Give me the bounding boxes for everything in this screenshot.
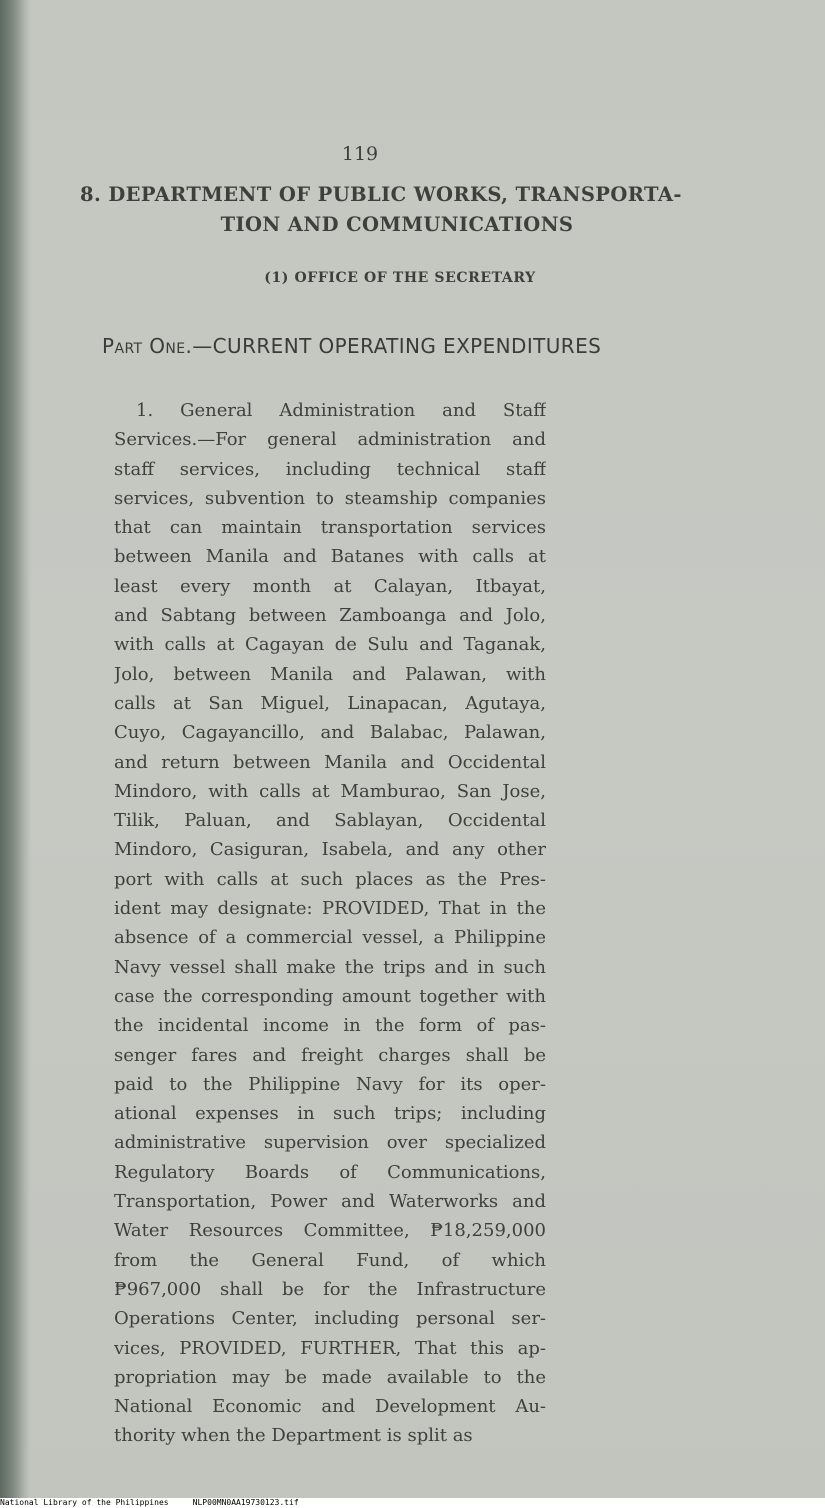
scan-footer	[0, 1498, 825, 1508]
footer-library: National Library of the Philippines	[0, 1498, 169, 1507]
body-line: Mindoro, with calls at Mamburao, San Jose,	[114, 780, 546, 802]
body-line: between Manila and Batanes with calls at	[114, 546, 546, 568]
body-line: Jolo, between Manila and Palawan, with	[114, 663, 546, 685]
body-line: and Sabtang between Zamboanga and Jolo,	[114, 605, 546, 627]
body-line: Operations Center, including personal ser-	[114, 1308, 546, 1330]
body-line: ational expenses in such trips; including	[114, 1103, 546, 1125]
footer-file-id: NLP00MN0AA19730123.tif	[192, 1498, 299, 1507]
body-line: propriation may be made available to the	[114, 1366, 546, 1388]
body-line: case the corresponding amount together with	[114, 985, 546, 1007]
body-line: and return between Manila and Occidental	[114, 751, 546, 773]
body-line: Water Resources Committee, ₱18,259,000	[114, 1220, 546, 1242]
body-line: the incidental income in the form of pas-	[114, 1015, 546, 1037]
part-title-text: —CURRENT OPERATING EXPENDITURES	[192, 334, 602, 358]
body-line: Tilik, Paluan, and Sablayan, Occidental	[114, 810, 546, 832]
body-line: 1. General Administration and Staff	[136, 400, 546, 421]
body-line: Cuyo, Cagayancillo, and Balabac, Palawan,	[114, 722, 546, 744]
body-line: Transportation, Power and Waterworks and	[114, 1191, 546, 1213]
body-line: Regulatory Boards of Communications,	[114, 1161, 546, 1183]
body-line: least every month at Calayan, Itbayat,	[114, 575, 546, 597]
body-paragraph	[114, 396, 546, 1451]
body-line: National Economic and Development Au-	[114, 1396, 546, 1418]
body-line: paid to the Philippine Navy for its oper-	[114, 1073, 546, 1095]
document-page	[30, 0, 825, 1498]
body-line: ₱967,000 shall be for the Infrastructure	[114, 1278, 546, 1300]
part-title	[102, 334, 601, 358]
body-line: vices, PROVIDED, FURTHER, That this ap-	[114, 1337, 546, 1359]
body-line: port with calls at such places as the Pres-	[114, 868, 546, 890]
body-line: thority when the Department is split as	[114, 1425, 473, 1447]
body-line: Mindoro, Casiguran, Isabela, and any other	[114, 839, 546, 861]
body-line: with calls at Cagayan de Sulu and Taganak,	[114, 634, 546, 656]
book-binding-edge	[0, 0, 30, 1498]
body-line: from the General Fund, of which	[114, 1249, 546, 1271]
part-title-label: Part One.	[102, 334, 193, 358]
department-title	[72, 180, 722, 240]
office-title: (1) OFFICE OF THE SECRETARY	[264, 270, 536, 286]
body-line: senger fares and freight charges shall be	[114, 1044, 546, 1066]
body-line: administrative supervision over specialized	[114, 1132, 546, 1154]
department-title-line-1: 8. DEPARTMENT OF PUBLIC WORKS, TRANSPORTA-	[80, 183, 682, 206]
body-line: services, subvention to steamship companies	[114, 487, 546, 509]
department-title-line-2: TION AND COMMUNICATIONS	[220, 213, 574, 236]
body-line: Services.—For general administration and	[114, 429, 546, 451]
body-line: staff services, including technical staff	[114, 458, 546, 480]
body-line: that can maintain transportation services	[114, 517, 546, 539]
body-line: Navy vessel shall make the trips and in such	[114, 956, 546, 978]
body-line: calls at San Miguel, Linapacan, Agutaya,	[114, 692, 546, 714]
body-line: ident may designate: PROVIDED, That in the	[114, 898, 546, 920]
page-number: 119	[341, 143, 379, 165]
body-line: absence of a commercial vessel, a Philippine	[114, 927, 546, 949]
